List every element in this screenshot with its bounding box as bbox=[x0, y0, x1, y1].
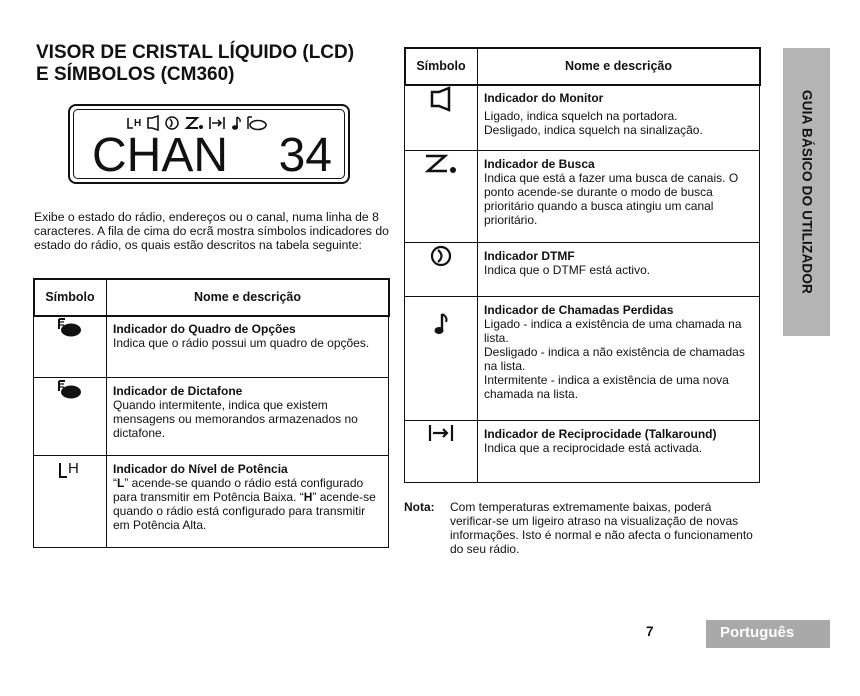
title-line-1: VISOR DE CRISTAL LÍQUIDO (LCD) bbox=[36, 42, 355, 63]
lcd-channel-number: 34 bbox=[278, 129, 332, 182]
missed-call-icon bbox=[431, 311, 451, 337]
description-cell bbox=[478, 243, 760, 297]
low-letter: L bbox=[117, 476, 125, 490]
header-symbol: Símbolo bbox=[34, 279, 107, 316]
dtmf-icon bbox=[429, 244, 453, 268]
lcd-display bbox=[68, 104, 350, 184]
symbol-description: Indica que o DTMF está activo. bbox=[484, 263, 651, 277]
symbol-name: Indicador do Quadro de Opções bbox=[113, 322, 296, 336]
symbol-description: Quando intermitente, indica que existem mensagens ou memorandos armazenados no dictafone. bbox=[113, 398, 358, 440]
table-row bbox=[405, 243, 760, 297]
symbol-description: Ligado, indica squelch na portadora. bbox=[484, 109, 678, 123]
symbol-description: Desligado - indica a não existência de chamadas na lista. bbox=[484, 345, 745, 373]
table-header-row bbox=[34, 279, 389, 316]
description-cell bbox=[107, 378, 389, 456]
symbol-description: Indica que está a fazer uma busca de canais. O ponto acende-se durante o modo de busca prioritário quando a busca atingiu um canal prioritário. bbox=[484, 171, 739, 227]
table-row bbox=[34, 378, 389, 456]
symbol-cell bbox=[34, 316, 107, 378]
symbol-description: Desligado, indica squelch na sinalização. bbox=[484, 123, 703, 137]
symbol-cell bbox=[405, 297, 478, 421]
symbol-name: Indicador de Dictafone bbox=[113, 384, 243, 398]
symbol-description: Intermitente - indica a existência de uma nova chamada na lista. bbox=[484, 373, 729, 401]
page-title bbox=[36, 42, 396, 86]
symbol-description: Indica que o rádio possui um quadro de opções. bbox=[113, 336, 370, 350]
section-side-tab-label: GUIA BÁSICO DO UTILIZADOR bbox=[799, 90, 814, 294]
symbol-name: Indicador de Reciprocidade (Talkaround) bbox=[484, 427, 717, 441]
language-tab bbox=[706, 620, 830, 648]
symbol-cell bbox=[34, 456, 107, 548]
table-row bbox=[34, 316, 389, 378]
description-cell bbox=[107, 456, 389, 548]
high-letter: H bbox=[303, 490, 313, 504]
symbol-cell bbox=[405, 151, 478, 243]
dictaphone-icon bbox=[56, 379, 84, 401]
table-row bbox=[405, 151, 760, 243]
left-symbol-table bbox=[33, 278, 389, 548]
header-description: Nome e descrição bbox=[107, 279, 389, 316]
symbol-cell bbox=[405, 85, 478, 151]
table-row bbox=[405, 421, 760, 483]
description-cell bbox=[478, 151, 760, 243]
svg-text:H: H bbox=[134, 118, 142, 129]
lcd-channel-text bbox=[92, 128, 332, 184]
symbol-name: Indicador do Nível de Potência bbox=[113, 462, 288, 476]
language-label: Português bbox=[720, 624, 795, 641]
lcd-channel-label: CHAN bbox=[92, 129, 229, 182]
table-header-row bbox=[405, 48, 760, 85]
symbol-name: Indicador de Busca bbox=[484, 157, 595, 171]
symbol-name: Indicador do Monitor bbox=[484, 91, 604, 105]
talkaround-icon bbox=[427, 422, 455, 444]
title-line-2: E SÍMBOLOS (CM360) bbox=[36, 64, 235, 85]
header-symbol: Símbolo bbox=[405, 48, 478, 85]
option-board-icon bbox=[56, 317, 84, 339]
low-text: ” acende-se quando o rádio está configurado para transmitir em Potência Baixa. “ bbox=[113, 476, 364, 504]
symbol-description: Ligado - indica a existência de uma chamada na lista. bbox=[484, 317, 742, 345]
description-cell bbox=[478, 421, 760, 483]
right-symbol-table bbox=[404, 47, 760, 483]
symbol-cell bbox=[34, 378, 107, 456]
description-cell bbox=[478, 297, 760, 421]
symbol-name: Indicador de Chamadas Perdidas bbox=[484, 303, 674, 317]
high-text: ” acende-se quando o rádio está configurado para transmitir em Potência Alta. bbox=[113, 490, 376, 532]
quote-open: “ bbox=[113, 476, 117, 490]
description-cell bbox=[107, 316, 389, 378]
symbol-description bbox=[113, 476, 382, 532]
table-row bbox=[405, 297, 760, 421]
header-description: Nome e descrição bbox=[478, 48, 760, 85]
power-level-icon-text: H bbox=[68, 460, 79, 477]
symbol-name: Indicador DTMF bbox=[484, 249, 575, 263]
table-row bbox=[34, 456, 389, 548]
scan-icon bbox=[423, 152, 459, 176]
note-text: Com temperaturas extremamente baixas, poderá verificar-se um ligeiro atraso na visualização de novas informações. Isto é normal e não afecta o funcionamento do seu rádio. bbox=[450, 500, 753, 556]
symbol-cell bbox=[405, 243, 478, 297]
page-number: 7 bbox=[646, 624, 654, 639]
lcd-inner-frame bbox=[73, 109, 345, 182]
section-side-tab bbox=[783, 48, 830, 336]
monitor-icon bbox=[429, 86, 453, 112]
table-row bbox=[405, 85, 760, 151]
description-cell bbox=[478, 85, 760, 151]
note-label: Nota: bbox=[404, 500, 435, 514]
note-block bbox=[404, 500, 759, 556]
symbol-cell bbox=[405, 421, 478, 483]
intro-paragraph: Exibe o estado do rádio, endereços ou o canal, numa linha de 8 caracteres. A fila de cima do ecrã mostra símbolos indicadores do estado do rádio, os quais estão descritos na tabela seguinte: bbox=[34, 210, 389, 252]
power-level-icon bbox=[55, 457, 85, 481]
symbol-description: Indica que a reciprocidade está activada. bbox=[484, 441, 703, 455]
